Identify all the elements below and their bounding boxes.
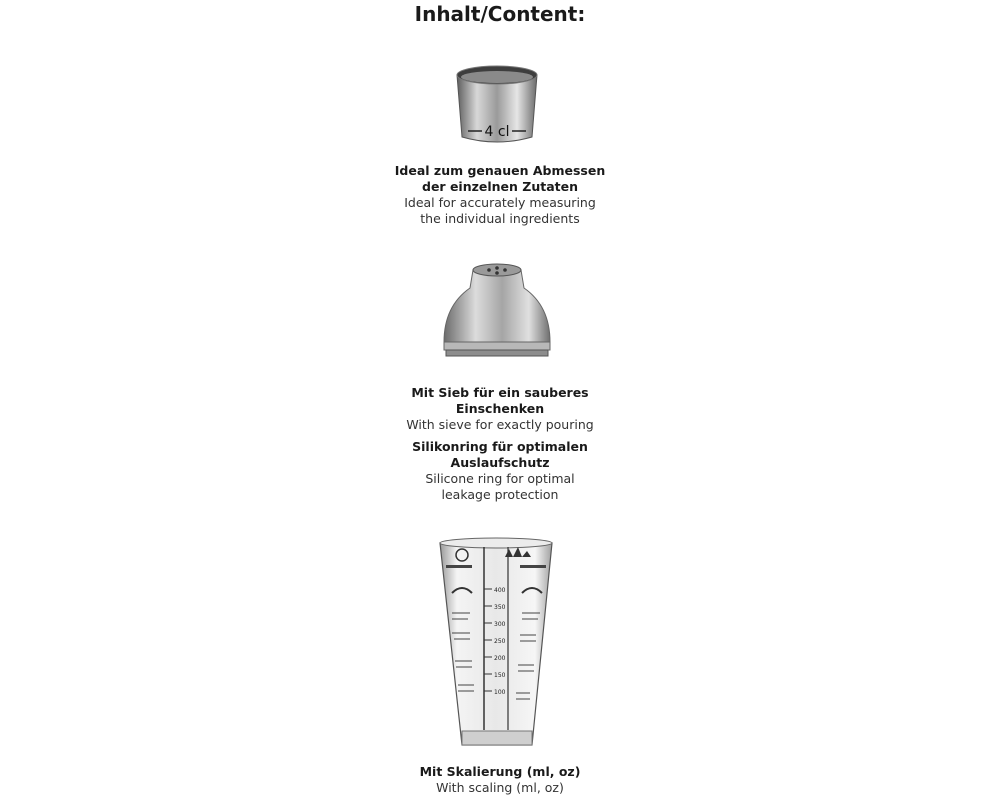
caption-en: Ideal for accurately measuring: [404, 195, 596, 210]
scale-label: 400: [494, 587, 506, 594]
caption-en: With sieve for exactly pouring: [406, 417, 594, 432]
shaker-cap-caption: [300, 385, 700, 503]
caption-de: Mit Skalierung (ml, oz): [419, 764, 581, 779]
mixing-glass-caption: [300, 764, 700, 796]
measuring-cup-image: [0, 55, 1000, 155]
page-title: Inhalt/Content:: [414, 2, 586, 26]
caption-de: Auslaufschutz: [450, 455, 550, 470]
scale-label: 100: [494, 689, 506, 696]
caption-de: Einschenken: [455, 401, 545, 416]
scale-label: 200: [494, 655, 506, 662]
caption-de: der einzelnen Zutaten: [422, 179, 578, 194]
caption-de: Ideal zum genauen Abmessen: [394, 163, 606, 178]
caption-en: leakage protection: [441, 487, 559, 502]
mixing-glass-image: [0, 535, 1000, 755]
scale-label: 350: [494, 604, 506, 611]
scale-label: 150: [494, 672, 506, 679]
caption-en: Silicone ring for optimal: [425, 471, 575, 486]
caption-en: With scaling (ml, oz): [436, 780, 564, 795]
scale-label: 250: [494, 638, 506, 645]
scale-label: 300: [494, 621, 506, 628]
cup-label: 4 cl: [484, 124, 510, 140]
shaker-cap-image: [0, 258, 1000, 368]
caption-en: the individual ingredients: [420, 211, 580, 226]
caption-de: Silikonring für optimalen: [412, 439, 588, 454]
measuring-cup-caption: [300, 163, 700, 227]
caption-de: Mit Sieb für ein sauberes: [411, 385, 589, 400]
